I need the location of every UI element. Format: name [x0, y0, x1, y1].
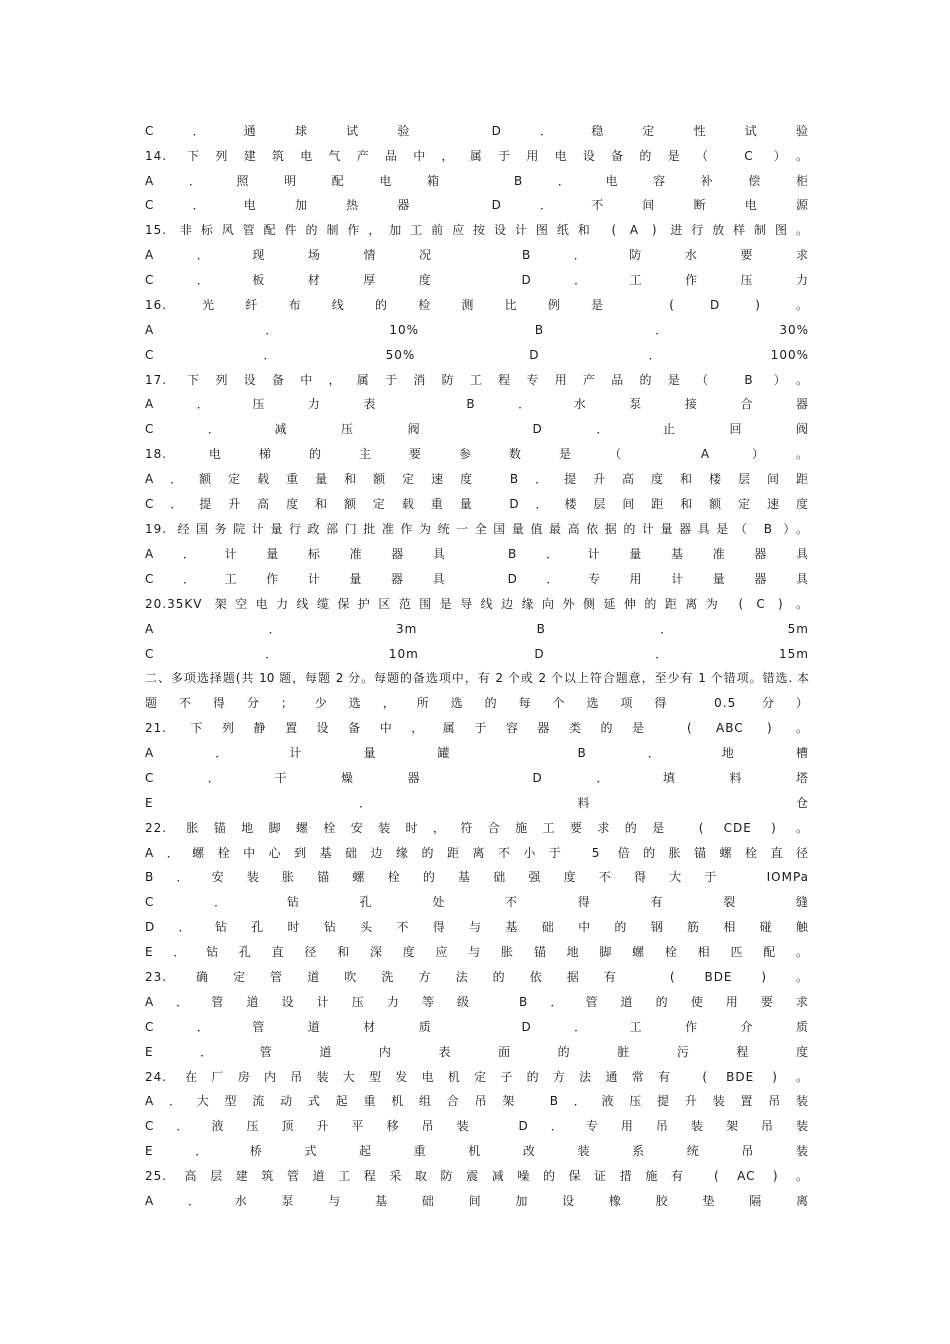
section-heading-cont: 题不得分；少选，所选的每个选项得 0.5 分）	[145, 696, 809, 710]
question-22: 22. 胀锚地脚螺栓安装时，符合施工要求的是 ( CDE ) 。	[145, 821, 809, 835]
option-line: C．10m D．15m	[145, 647, 809, 661]
question-18: 18. 电梯的主要参数是（ A ）。	[145, 447, 809, 461]
option-line: C．钻孔处不得有裂缝	[145, 895, 809, 909]
option-line: A．计量罐 B．地槽	[145, 746, 809, 760]
question-15: 15. 非标风管配件的制作，加工前应按设计图纸和 ( A ) 进行放样制图。	[145, 223, 809, 237]
option-line: C．液压顶升平移吊装 D．专用吊装架吊装	[145, 1119, 809, 1133]
option-line: C．管道材质 D．工作介质	[145, 1020, 809, 1034]
option-line: A．10% B．30%	[145, 323, 809, 337]
option-line: A．现场情况 B．防水要求	[145, 248, 809, 262]
option-line: A．压力表 B．水泵接合器	[145, 397, 809, 411]
option-line: C．通球试验 D．稳定性试验	[145, 124, 809, 138]
option-line: E．桥式起重机改装系统吊装	[145, 1144, 809, 1158]
question-21: 21. 下列静置设备中，属于容器类的是 ( ABC ) 。	[145, 721, 809, 735]
question-24: 24. 在厂房内吊装大型发电机定子的方法通常有 ( BDE ) 。	[145, 1070, 809, 1084]
option-line: C．50% D．100%	[145, 348, 809, 362]
question-14: 14. 下列建筑电气产品中，属于用电设备的是（ C ）。	[145, 149, 809, 163]
question-19: 19. 经国务院计量行政部门批准作为统一全国量值最高依据的计量器具是（ B ）。	[145, 522, 809, 536]
question-20: 20.35KV 架空电力线缆保护区范围是导线边缘向外侧延伸的距离为 ( C ) 。	[145, 597, 809, 611]
option-line: C．干燥器 D．填料塔	[145, 771, 809, 785]
section-heading: 二、多项选择题(共 10 题，每题 2 分。每题的备选项中，有 2 个或 2 个以上符合题意，至少有 1 个错项。错选. 本	[145, 671, 809, 685]
option-line: E．管道内表面的脏污程度	[145, 1045, 809, 1059]
option-line: A．计量标准器具 B．计量基准器具	[145, 547, 809, 561]
option-line: C．减压阀 D．止回阀	[145, 422, 809, 436]
question-23: 23. 确定管道吹洗方法的依据有 ( BDE ) 。	[145, 970, 809, 984]
option-line: A．螺栓中心到基础边缘的距离不小于 5 倍的胀锚螺栓直径	[145, 846, 809, 860]
option-line: C．电加热器 D．不间断电源	[145, 198, 809, 212]
option-line: A．水泵与基础间加设橡胶垫隔离	[145, 1194, 809, 1208]
question-25: 25. 高层建筑管道工程采取防震减噪的保证措施有 ( AC ) 。	[145, 1169, 809, 1183]
option-line: A．照明配电箱 B．电容补偿柜	[145, 174, 809, 188]
option-line: A．额定载重量和额定速度 B．提升高度和楼层间距	[145, 472, 809, 486]
option-line: C．工作计量器具 D．专用计量器具	[145, 572, 809, 586]
option-line: D．钻孔时钻头不得与基础中的钢筋相碰触	[145, 920, 809, 934]
option-line: C．板材厚度 D．工作压力	[145, 273, 809, 287]
option-line: E．料仓	[145, 796, 809, 810]
option-line: B．安装胀锚螺栓的基础强度不得大于 IOMPa	[145, 870, 809, 884]
option-line: A．大型流动式起重机组合吊架 B．液压提升装置吊装	[145, 1094, 809, 1108]
question-16: 16. 光纤布线的检测比例是 ( D ) 。	[145, 298, 809, 312]
option-line: C．提升高度和额定载重量 D．楼层间距和额定速度	[145, 497, 809, 511]
question-17: 17. 下列设备中，属于消防工程专用产品的是（ B ）。	[145, 373, 809, 387]
option-line: A．3m B．5m	[145, 622, 809, 636]
option-line: E．钻孔直径和深度应与胀锚地脚螺栓相匹配。	[145, 945, 809, 959]
option-line: A．管道设计压力等级 B．管道的使用要求	[145, 995, 809, 1009]
